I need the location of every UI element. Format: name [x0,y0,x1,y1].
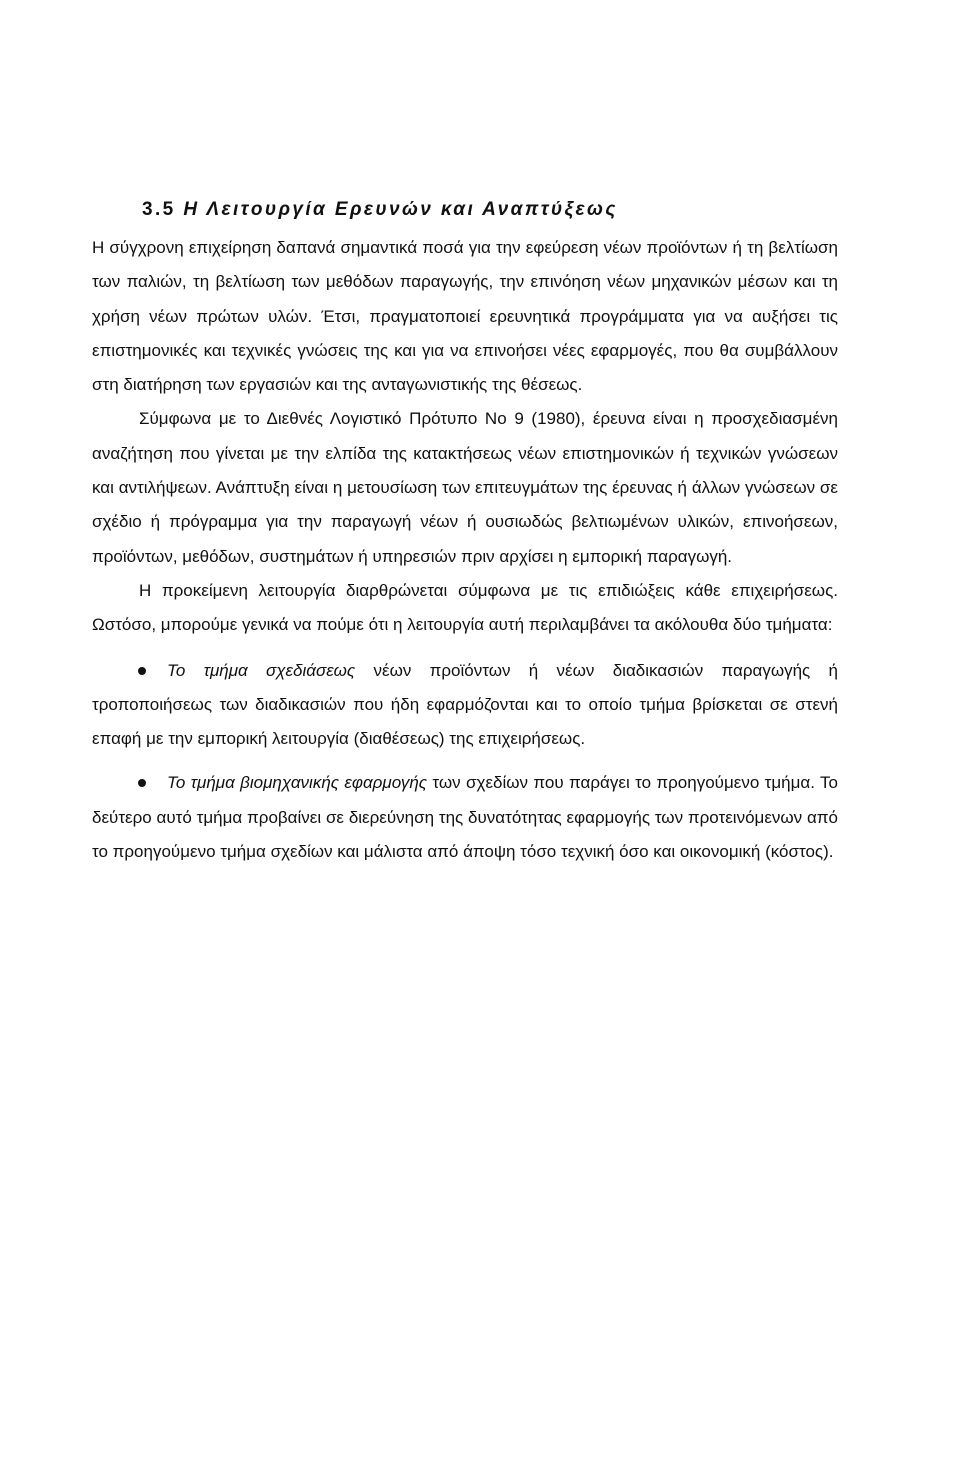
list-item [92,654,838,757]
section-heading [142,195,838,225]
paragraph-definition: Σύμφωνα με το Διεθνές Λογιστικό Πρότυπο Νο 9 (1980), έρευνα είναι η προσχεδιασμένη αναζήτηση που γίνεται με την ελπίδα της κατακτήσεως νέων επιστημονικών ή τεχνικών γνώσεων και αντιλήψεων. Ανάπτυξη είναι η μετουσίωση των επιτευγμάτων της έρευνας ή άλλων γνώσεων σε σχέδιο ή πρόγραμμα για την παραγωγή νέων ή ουσιωδώς βελτιωμένων υλικών, επινοήσεων, προϊόντων, μεθόδων, συστημάτων ή υπηρεσιών πριν αρχίσει η εμπορική παραγωγή. [92,409,838,566]
list-item [92,766,838,869]
list-item-text: των σχεδίων που παράγει το προηγούμενο τμήμα. Το δεύτερο αυτό τμήμα προβαίνει σε διερεύνηση της δυνατότητας εφαρμογής των προτεινόμενων από το προηγούμενο τμήμα σχεδίων και μάλιστα από άποψη τόσο τεχνική όσο και οικονομική (κόστος). [92,773,838,862]
section-title: Η Λειτουργία Ερευνών και Αναπτύξεως [183,199,618,220]
list-item-lead: Το τμήμα βιομηχανικής εφαρμογής [167,773,428,793]
list-item-text: νέων προϊόντων ή νέων διαδικασιών παραγωγής ή τροποποιήσεως των διαδικασιών που ήδη εφαρμόζονται και το οποίο τμήμα βρίσκεται σε στενή επαφή με την εμπορική λειτουργία (διαθέσεως) της επιχειρήσεως. [92,660,838,749]
section-number: 3.5 [142,199,176,220]
bullet-icon [138,667,146,675]
paragraph-structure: Η προκείμενη λειτουργία διαρθρώνεται σύμφωνα με τις επιδιώξεις κάθε επιχειρήσεως. Ωστόσο, μπορούμε γενικά να πούμε ότι η λειτουργία αυτή περιλαμβάνει τα ακόλουθα δύο τμήματα: [92,580,838,635]
list-item-lead: Το τμήμα σχεδιάσεως [167,660,356,680]
document-page [92,195,838,869]
paragraph-intro: Η σύγχρονη επιχείρηση δαπανά σημαντικά ποσά για την εφεύρεση νέων προϊόντων ή τη βελτίωση των παλιών, τη βελτίωση των μεθόδων παραγωγής, την επινόηση νέων μηχανικών μέσων και τη χρήση νέων πρώτων υλών. Έτσι, πραγματοποιεί ερευνητικά προγράμματα για να αυξήσει τις επιστημονικές και τεχνικές γνώσεις της και για να επινοήσει νέες εφαρμογές, που θα συμβάλλουν στη διατήρηση των εργασιών και της ανταγωνιστικής της θέσεως. [92,238,838,395]
bullet-icon [138,779,146,787]
